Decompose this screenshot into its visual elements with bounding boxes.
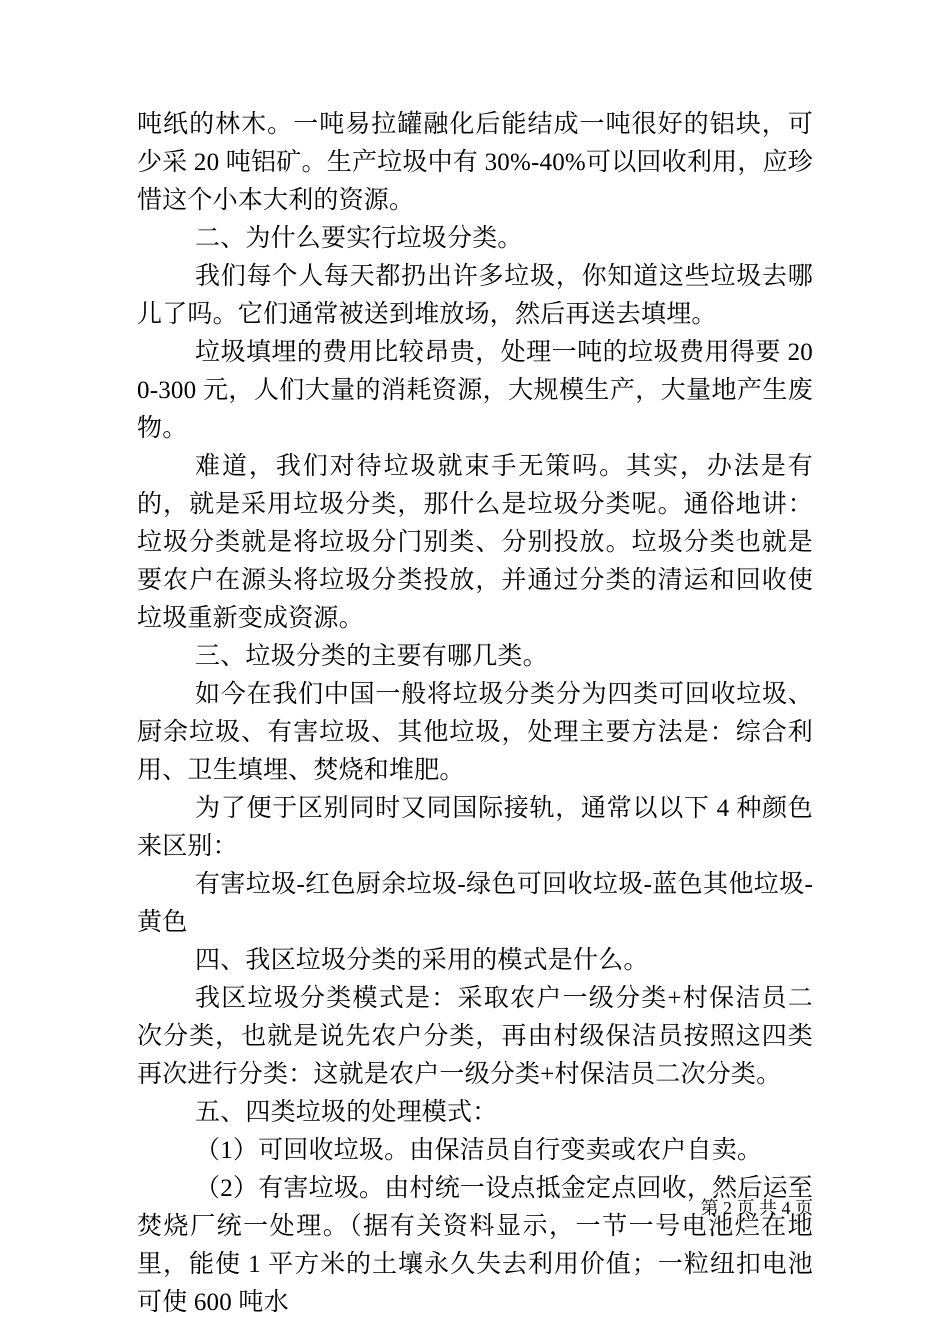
heading-district-model: 四、我区垃圾分类的采用的模式是什么。 bbox=[195, 947, 649, 974]
heading-treatment-modes: 五、四类垃圾的处理模式： bbox=[195, 1099, 498, 1126]
paragraph-color-intro: 为了便于区别同时又同国际接轨，通常以以下 4 种颜色来区别： bbox=[137, 795, 813, 860]
paragraph-what-is-sorting: 难道，我们对待垃圾就束手无策吗。其实，办法是有的，就是采用垃圾分类，那什么是垃圾分类呢。通俗地讲：垃圾分类就是将垃圾分门别类、分别投放。垃圾分类也就是要农户在源头将垃圾分类投放，并通过分类的清运和回收使垃圾重新变成资源。 bbox=[137, 453, 813, 632]
paragraph-four-categories: 如今在我们中国一般将垃圾分类分为四类可回收垃圾、厨余垃圾、有害垃圾、其他垃圾，处理主要方法是：综合利用、卫生填埋、焚烧和堆肥。 bbox=[137, 681, 813, 784]
heading-main-categories: 三、垃圾分类的主要有哪几类。 bbox=[195, 643, 548, 670]
paragraph-district-model-detail: 我区垃圾分类模式是：采取农户一级分类+村保洁员二次分类，也就是说先农户分类，再由村级保洁员按照这四类再次进行分类：这就是农户一级分类+村保洁员二次分类。 bbox=[137, 985, 813, 1088]
document-body bbox=[137, 106, 813, 1322]
paragraph-landfill-cost: 垃圾填埋的费用比较昂贵，处理一吨的垃圾费用得要 200-300 元，人们大量的消耗资源，大规模生产，大量地产生废物。 bbox=[137, 339, 813, 442]
paragraph-color-mapping: 有害垃圾-红色厨余垃圾-绿色可回收垃圾-蓝色其他垃圾-黄色 bbox=[137, 871, 813, 936]
heading-why-sort: 二、为什么要实行垃圾分类。 bbox=[195, 225, 523, 252]
paragraph-item-recyclable: （1）可回收垃圾。由保洁员自行变卖或农户自卖。 bbox=[195, 1137, 763, 1164]
paragraph-where-trash-goes: 我们每个人每天都扔出许多垃圾，你知道这些垃圾去哪儿了吗。它们通常被送到堆放场，然后再送去填埋。 bbox=[137, 263, 813, 328]
paragraph-item-hazardous: （2）有害垃圾。由村统一设点抵金定点回收，然后运至焚烧厂统一处理。（据有关资料显示，一节一号电池烂在地里，能使 1 平方米的土壤永久失去利用价值；一粒纽扣电池可使 600 吨水 bbox=[137, 1175, 813, 1316]
page-number-label: 第 2 页 共 4 页 bbox=[700, 1198, 813, 1218]
page-footer bbox=[137, 1196, 813, 1220]
paragraph-recycling-value: 吨纸的林木。一吨易拉罐融化后能结成一吨很好的铝块，可少采 20 吨铝矿。生产垃圾中有 30%-40%可以回收利用，应珍惜这个小本大利的资源。 bbox=[137, 111, 813, 214]
